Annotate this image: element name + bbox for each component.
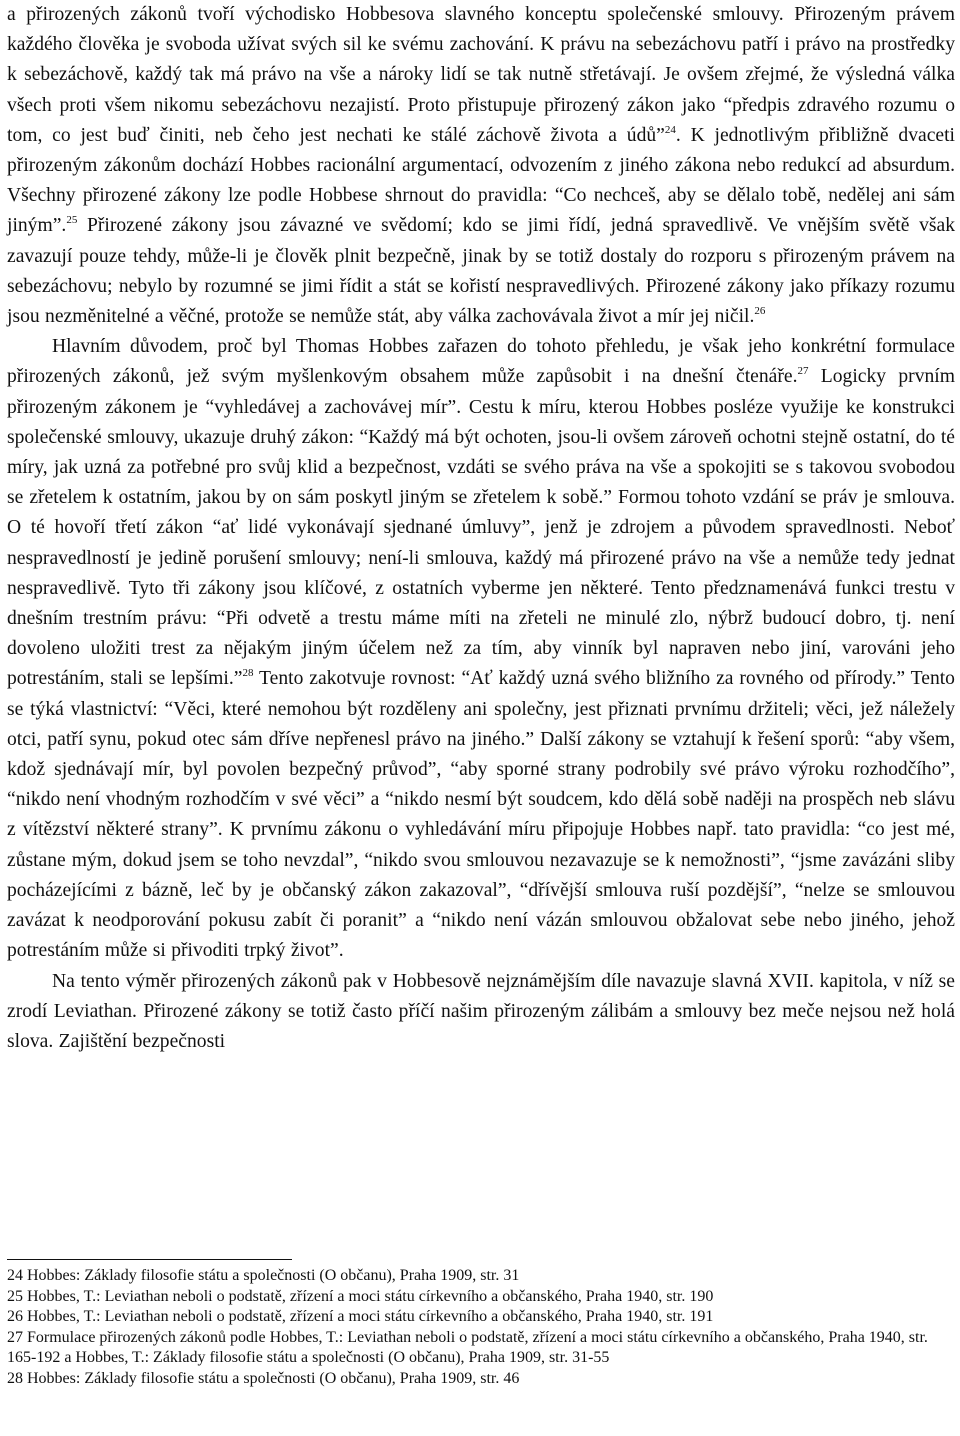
paragraph-3-text-1: Na tento výměr přirozených zákonů pak v Hobbesově nejznámějším díle navazuje slavná XVII. kapitola, v níž se zrodí Leviathan. Přirozené zákony se totiž často příčí našim přirozeným zálibám a smlouvy bez meče nejsou než holá slova. Zajištění bezpečnosti	[7, 970, 955, 1052]
paragraph-1-text-3: Přirozené zákony jsou závazné ve svědomí; kdo se jimi řídí, jedná spravedlivě. Ve vnějším světě však zavazují pouze tehdy, může-li je člověk plnit bezpečně, jinak by se totiž dostaly do rozporu s přirozeným právem na sebezáchovu; nebylo by rozumné se jimi řídit a stát se kořistí nespravedlivých. Přirozené zákony jako příkazy rozumu jsou nezměnitelné a věčné, protože se nemůže stát, aby válka zachovávala život a mír jej ničil.	[7, 215, 955, 328]
paragraph-1-text-1: a přirozených zákonů tvoří východisko Hobbesova slavného konceptu společenské smlouvy. Přirozeným právem každého člověka je svoboda užívat svých sil ke svému zachování. K právu na sebezáchovu patří i právo na prostředky k sebezáchově, každý tak má právo na vše a nároky lidí se tak nutně střetávají. Je ovšem zřejmé, že výsledná válka všech proti všem nikomu sebezáchovu nezajistí. Proto přistupuje přirozený zákon jako “předpis zdravého rozumu o tom, co jest buď činiti, neb čeho jest nechati ke stálé záchově života a údů”	[7, 4, 955, 146]
paragraph-2	[7, 332, 955, 966]
footnote-28: 28 Hobbes: Základy filosofie státu a společnosti (O občanu), Praha 1909, str. 46	[7, 1369, 520, 1387]
paragraph-2-text-1: Hlavním důvodem, proč byl Thomas Hobbes zařazen do tohoto přehledu, je však jeho konkrétní formulace přirozených zákonů, jež svým myšlenkovým obsahem může zapůsobit i na dnešní čtenáře.	[7, 336, 955, 388]
footnote-27: 27 Formulace přirozených zákonů podle Hobbes, T.: Leviathan neboli o podstatě, zřízení a moci státu církevního a občanského, Praha 1940, str. 165-192 a Hobbes, T.: Základy filosofie státu a společnosti (O občanu), Praha 1909, str. 31-55	[7, 1328, 928, 1366]
body-text	[7, 0, 955, 1057]
footnotes-section	[7, 1259, 955, 1389]
footnote-ref-28[interactable]: 28	[242, 667, 254, 680]
paragraph-1-text-2: . K jednotlivým přibližně dvaceti přirozeným zákonům dochází Hobbes racionální argumentací, odvozením z jiného zákona nebo redukcí ad absurdum. Všechny přirozené zákony lze podle Hobbese shrnout do pravidla: “Co nechceš, aby se dělalo tobě, nedělej ani sám jiným”.	[7, 124, 955, 237]
footnote-ref-26[interactable]: 26	[754, 305, 766, 318]
footnote-ref-25[interactable]: 25	[66, 214, 78, 227]
paragraph-3	[7, 967, 955, 1058]
footnote-26: 26 Hobbes, T.: Leviathan neboli o podstatě, zřízení a moci státu církevního a občanského, Praha 1940, str. 191	[7, 1308, 714, 1325]
paragraph-2-text-3: Tento zakotvuje rovnost: “Ať každý uzná svého bližního za rovného od přírody.” Tento se týká vlastnictví: “Věci, které nemohou být rozděleny ani společny, jest přiznati prvnímu držiteli; věci, jež náležely otci, patří synu, pokud otec sám dříve nepřenesl právo na jiného.” Další zákony se vztahují k řešení sporů: “aby všem, kdož sjednávají mír, byl povolen bezpečný průvod”, “aby sporné strany podrobily své právo výroku rozhodčího”, “nikdo není vhodným rozhodčím v své věci” a “nikdo nesmí být soudcem, kdo dělá sobě naději na prospěch neb slávu z vítězství některé strany”. K prvnímu zákonu o vyhledávání míru připojuje Hobbes např. tato pravidla: “co jest mé, zůstane mým, dokud jsem se toho nevzdal”, “nikdo svou smlouvou nezavazuje se k nemožnosti”, “jsme zavázáni sliby pocházejícími z bázně, leč by je občanský zákon zakazoval”, “dřívější smlouva ruší pozdější”, “nelze se smlouvou zavázat k neodporování pokusu zabít či poranit” a “nikdo není vázán smlouvou obžalovat sebe nebo jiného, jehož potrestáním může si přivoditi trpký život”.	[7, 668, 955, 962]
footnote-24: 24 Hobbes: Základy filosofie státu a společnosti (O občanu), Praha 1909, str. 31	[7, 1267, 520, 1284]
footnote-ref-24[interactable]: 24	[664, 123, 676, 136]
paragraph-2-text-2: Logicky prvním přirozeným zákonem je “vyhledávej a zachovávej mír”. Cestu k míru, kterou Hobbes posléze využije ke konstrukci společenské smlouvy, ukazuje druhý zákon: “Každý má být ochoten, jsou-li ovšem zároveň ochotni stejně ostatní, do té míry, jak uzná za potřebné pro svůj klid a bezpečnost, vzdáti se svého práva na vše a spokojiti se s takovou svobodou se zřetelem k ostatním, jakou by on sám poskytl jiným se zřetelem k sobě.” Formou tohoto vzdání se práv je smlouva. O té hovoří třetí zákon “ať lidé vykonávají sjednané úmluvy”, jenž je zdrojem a původem spravedlnosti. Neboť nespravedlností je jedině porušení smlouvy; není-li smlouva, každý má přirozené právo na vše a nemůže tedy jednat nespravedlivě. Tyto tři zákony jsou klíčové, z ostatních vyberme jen některé. Tento předznamenává funkci trestu v dnešním trestním právu: “Při odvetě a trestu máme míti na zřeteli ne minulé zlo, nýbrž budoucí dobro, tj. není dovoleno uložiti trest za nějakým jiným účelem než za tím, aby vinník byl napraven nebo jiní, varováni jeho potrestáním, stali se lepšími.”	[7, 366, 955, 690]
footnote-separator	[7, 1259, 292, 1260]
footnote-ref-27[interactable]: 27	[797, 365, 809, 378]
paragraph-1	[7, 0, 955, 332]
footnote-25: 25 Hobbes, T.: Leviathan neboli o podstatě, zřízení a moci státu církevního a občanského, Praha 1940, str. 190	[7, 1287, 714, 1305]
